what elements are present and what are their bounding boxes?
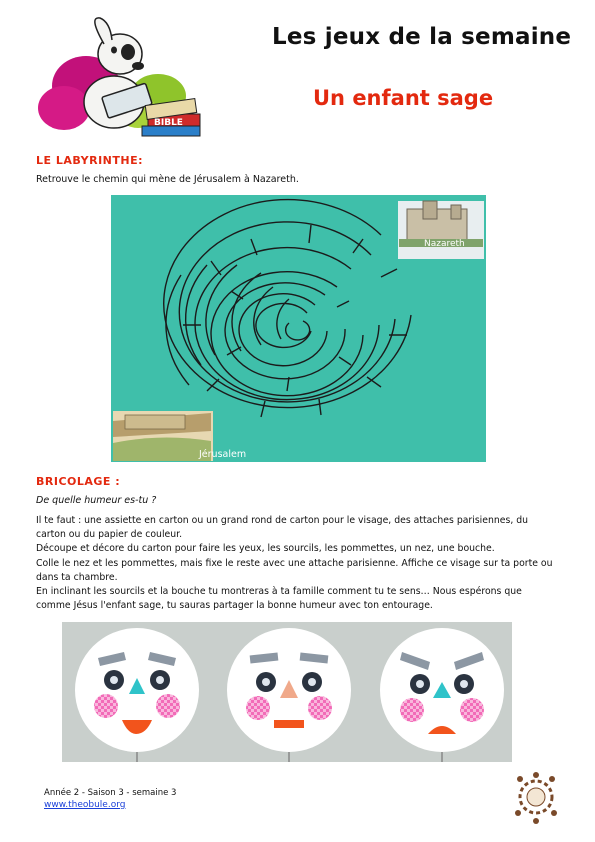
bricolage-paragraph: Découpe et décore du carton pour faire les yeux, les sourcils, les pommettes, un nez, une bouche. [36, 543, 495, 555]
happy-face-plate [75, 628, 199, 762]
page-subtitle: Un enfant sage [313, 86, 494, 110]
maze-start-label: Jérusalem [199, 449, 247, 460]
bible-book-label: BIBLE [154, 118, 183, 128]
bricolage-paragraph: En inclinant les sourcils et la bouche tu montreras à ta famille comment tu te sens… Nous espérons que comme Jésus l'enfant sage, tu sauras partager la bonne humeur avec ton entourage. [36, 586, 522, 612]
mood-faces-photo [62, 622, 512, 762]
labyrinth-heading: LE LABYRINTHE: [36, 154, 144, 167]
bricolage-instructions [36, 514, 556, 613]
dog-reading-bible-icon [18, 14, 204, 148]
website-link[interactable]: www.theobule.org [44, 800, 126, 810]
bricolage-paragraph: Colle le nez et les pommettes, mais fixe le reste avec une attache parisienne. Affiche ce visage sur ta porte ou dans ta chambre. [36, 557, 553, 583]
nazareth-illustration [398, 201, 484, 259]
maze-walls [164, 200, 411, 417]
footer-issue-line: Année 2 - Saison 3 - semaine 3 [44, 788, 177, 798]
jerusalem-illustration [113, 411, 213, 461]
bricolage-question: De quelle humeur es-tu ? [36, 495, 157, 506]
maze-end-label: Nazareth [424, 239, 465, 249]
neutral-face-plate [227, 628, 351, 762]
theobule-logo-icon [512, 767, 560, 827]
angry-face-plate [380, 628, 504, 762]
page-title: Les jeux de la semaine [272, 24, 572, 50]
labyrinth-maze [111, 195, 486, 462]
labyrinth-instruction: Retrouve le chemin qui mène de Jérusalem à Nazareth. [36, 174, 299, 185]
bricolage-heading: BRICOLAGE : [36, 475, 121, 488]
bricolage-paragraph: Il te faut : une assiette en carton ou un grand rond de carton pour le visage, des attaches parisiennes, du carton ou du papier de couleur. [36, 515, 529, 541]
